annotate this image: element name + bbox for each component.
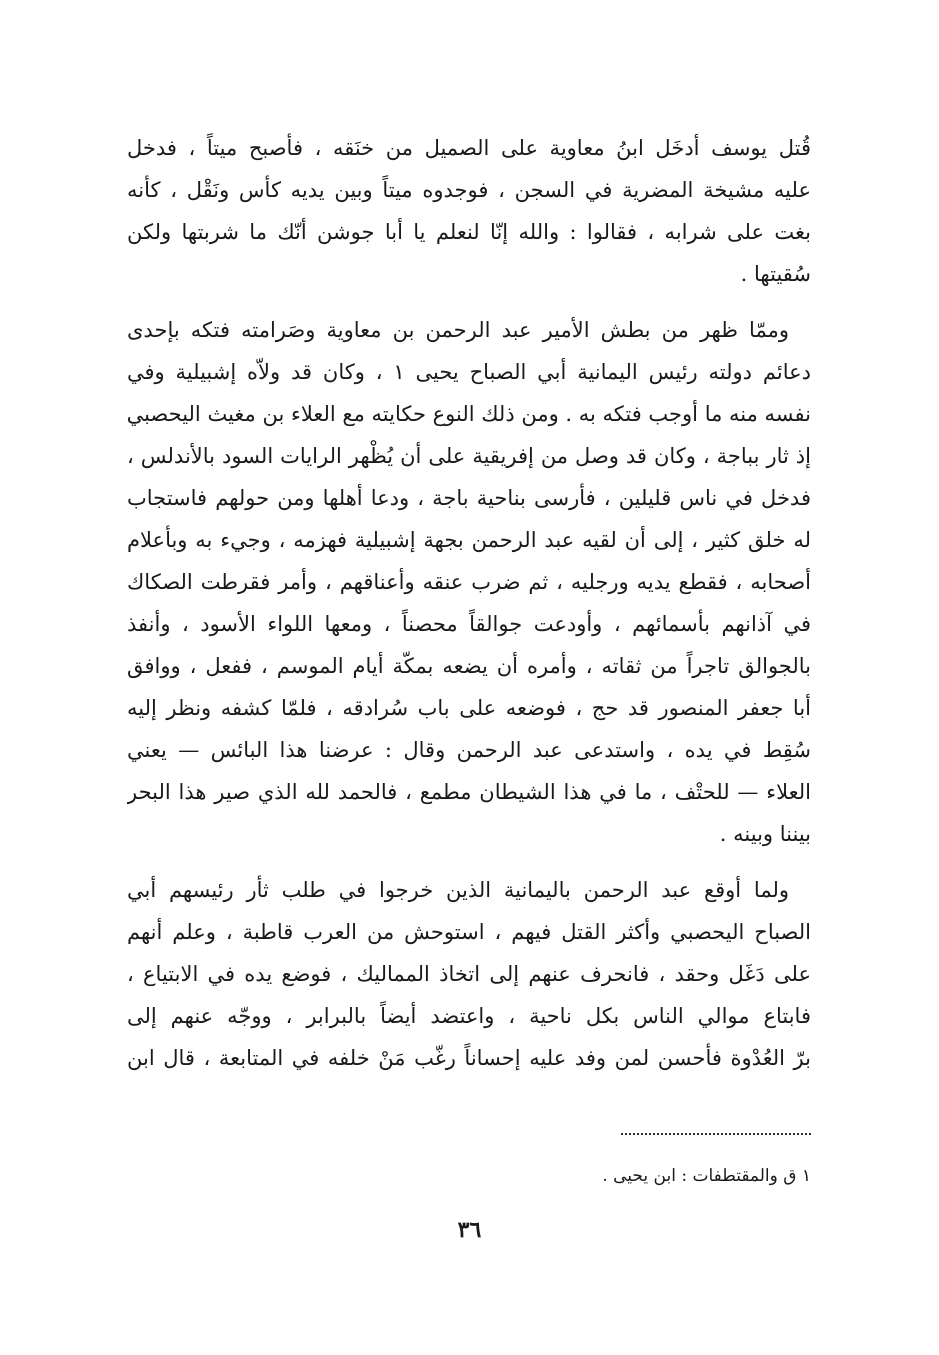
- text-line: فدخل في ناس قليلين ، فأرسى بناحية باجة ، ودعا أهلها ومن حولهم فاستجاب: [127, 486, 811, 510]
- text-line: سُقِط في يده ، واستدعى عبد الرحمن وقال : عرضنا هذا البائس — يعني: [127, 738, 811, 762]
- text-line: بيننا وبينه .: [719, 822, 811, 846]
- footnote: ١ ق والمقتطفات : ابن يحيى .: [602, 1166, 811, 1186]
- text-line: أصحابه ، فقطع يديه ورجليه ، ثم ضرب عنقه وأعناقهم ، وأمر فقرطت الصكاك: [127, 570, 811, 594]
- text-line: إذ ثار بباجة ، وكان قد وصل من إفريقية على أن يُظْهر الرايات السود بالأندلس ،: [127, 444, 811, 468]
- text-line: بغت على شرابه ، فقالوا : والله إنّا لنعلم يا أبا جوشن أنّك ما شربتها ولكن: [127, 220, 811, 244]
- text-line: في آذانهم بأسمائهم ، وأودعت جوالقاً محصناً ، ومعها اللواء الأسود ، وأنفذ: [127, 612, 811, 636]
- text-line: على دَغَل وحقد ، فانحرف عنهم إلى اتخاذ المماليك ، فوضع يده في الابتياع ،: [127, 962, 811, 986]
- text-line: عليه مشيخة المضرية في السجن ، فوجدوه ميتاً وبين يديه كأس ونَقْل ، كأنه: [127, 178, 811, 202]
- text-line: العلاء — للحتْف ، ما في هذا الشيطان مطمع ، فالحمد لله الذي صير هذا البحر: [127, 780, 811, 804]
- footnote-divider: [621, 1133, 811, 1135]
- text-line: برّ العُدْوة فأحسن لمن وفد عليه إحساناً رغّب مَنْ خلفه في المتابعة ، قال ابن: [127, 1046, 811, 1070]
- text-line: قُتل يوسف أدخَل ابنُ معاوية على الصميل من خنَقه ، فأصبح ميتاً ، فدخل: [127, 136, 811, 160]
- page-number: ٣٦: [457, 1217, 482, 1243]
- text-line: نفسه منه ما أوجب فتكه به . ومن ذلك النوع حكايته مع العلاء بن مغيث اليحصبي: [127, 402, 811, 426]
- text-line: له خلق كثير ، إلى أن لقيه عبد الرحمن بجهة إشبيلية فهزمه ، وجيء به وبأعلام: [127, 528, 811, 552]
- text-line: ولما أوقع عبد الرحمن باليمانية الذين خرجوا في طلب ثأر رئيسهم أبي: [127, 878, 789, 902]
- text-line: فابتاع موالي الناس بكل ناحية ، واعتضد أيضاً بالبرابر ، ووجّه عنهم إلى: [127, 1004, 811, 1028]
- text-line: وممّا ظهر من بطش الأمير عبد الرحمن بن معاوية وصَرامته فتكه بإحدى: [127, 318, 789, 342]
- text-line: سُقيتها .: [740, 262, 811, 286]
- text-line: دعائم دولته رئيس اليمانية أبي الصباح يحيى ١ ، وكان قد ولاّه إشبيلية وفي: [127, 360, 811, 384]
- text-line: أبا جعفر المنصور قد حج ، فوضعه على باب سُرادقه ، فلمّا كشفه ونظر إليه: [127, 696, 811, 720]
- text-line: بالجوالق تاجراً من ثقاته ، وأمره أن يضعه بمكّة أيام الموسم ، ففعل ، ووافق: [127, 654, 811, 678]
- text-line: الصباح اليحصبي وأكثر القتل فيهم ، استوحش من العرب قاطبة ، وعلم أنهم: [127, 920, 811, 944]
